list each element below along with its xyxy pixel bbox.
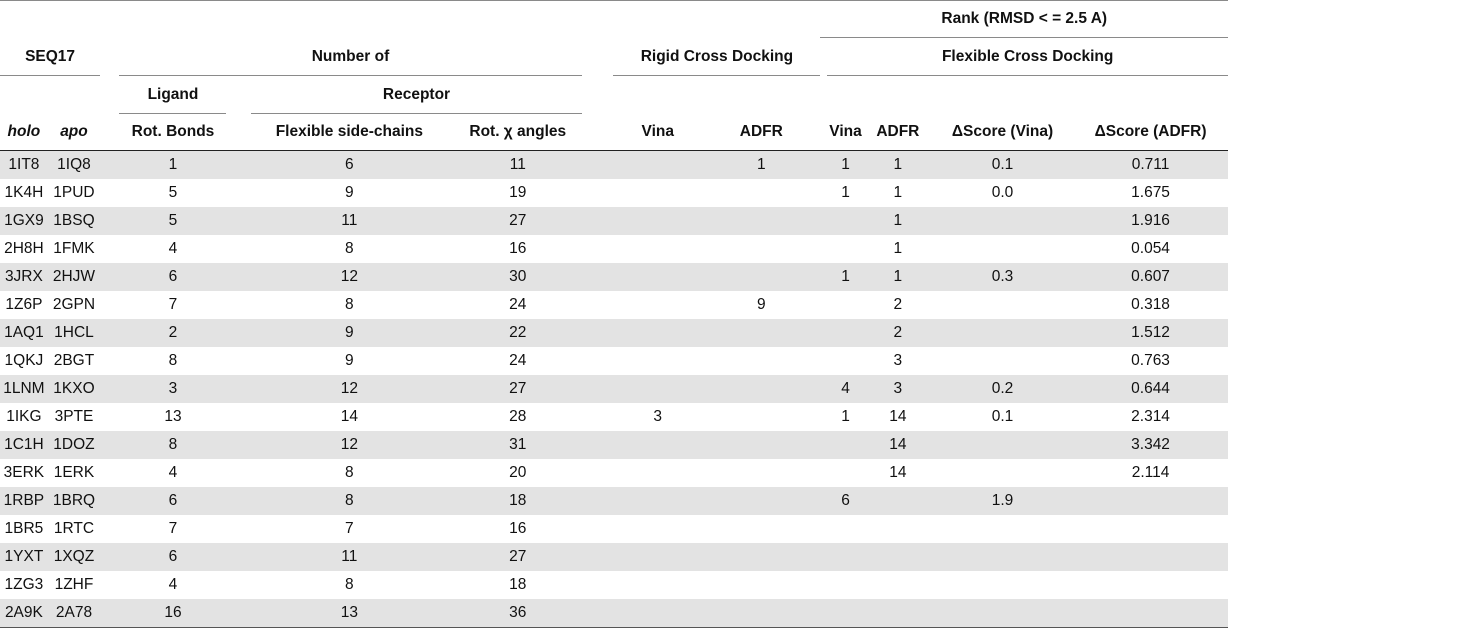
cell-rot-bonds: 13 — [164, 408, 182, 425]
cell-rigid-adfr — [702, 599, 820, 628]
cell-rot-chi-angles: 18 — [454, 487, 581, 515]
table-row — [0, 179, 1228, 207]
cell-flex-adfr: 2 — [893, 296, 903, 313]
receptor-header: Receptor — [251, 77, 581, 114]
cell-rot-bonds: 6 — [119, 263, 226, 291]
cell-dscore-adfr: 0.054 — [1131, 240, 1170, 257]
cell-rigid-adfr — [702, 487, 820, 515]
cell-dscore-adfr: 0.763 — [1131, 352, 1170, 369]
cell-flex-vina — [827, 319, 863, 347]
cell-flex-vina — [827, 291, 863, 319]
cell-apo: 1BRQ — [48, 487, 100, 515]
cell-dscore-adfr — [1073, 571, 1228, 599]
cell-rot-bonds: 4 — [168, 576, 178, 593]
cell-rigid-vina — [613, 347, 702, 375]
cell-flex-adfr — [864, 543, 932, 571]
table-row — [0, 235, 1228, 263]
cell-flexible-side-chains: 11 — [251, 207, 447, 235]
cell-flex-adfr: 1 — [864, 263, 932, 291]
table-body — [0, 151, 1228, 628]
cell-rigid-vina — [613, 431, 702, 459]
col-apo: apo — [48, 114, 100, 151]
cell-dscore-adfr: 0.607 — [1073, 263, 1228, 291]
col-holo: holo — [0, 114, 48, 151]
cell-apo: 1BSQ — [48, 207, 100, 235]
cell-rot-chi-angles: 36 — [454, 599, 581, 628]
cell-rigid-vina — [613, 515, 702, 543]
col-rot-chi-angles: Rot. χ angles — [454, 114, 581, 151]
cell-holo: 1ZG3 — [4, 576, 44, 593]
cell-flex-vina — [827, 347, 863, 375]
cell-rot-chi-angles: 27 — [454, 375, 581, 403]
cell-apo: 1ERK — [53, 464, 95, 481]
cell-flexible-side-chains: 9 — [345, 184, 354, 201]
cell-rigid-vina — [613, 235, 702, 263]
cell-flexible-side-chains: 8 — [345, 576, 354, 593]
cell-rigid-adfr — [702, 375, 820, 403]
cell-flex-adfr — [864, 487, 932, 515]
cell-flexible-side-chains: 9 — [345, 352, 354, 369]
seq17-header: SEQ17 — [0, 39, 100, 76]
cell-flex-adfr: 3 — [864, 375, 932, 403]
cell-flex-adfr — [864, 571, 932, 599]
cell-flex-vina: 1 — [827, 151, 863, 180]
cell-dscore-adfr — [1073, 487, 1228, 515]
cell-dscore-adfr: 1.675 — [1131, 184, 1170, 201]
col-dscore-adfr: ΔScore (ADFR) — [1073, 114, 1228, 151]
cell-rot-chi-angles: 24 — [509, 352, 527, 369]
cell-rot-bonds: 5 — [119, 207, 226, 235]
cell-rot-chi-angles: 16 — [509, 520, 527, 537]
cell-apo: 2HJW — [48, 263, 100, 291]
rank-header: Rank (RMSD < = 2.5 A) — [820, 1, 1228, 38]
cell-apo: 1ZHF — [54, 576, 94, 593]
cell-flex-adfr: 14 — [889, 464, 907, 481]
cell-flexible-side-chains: 6 — [251, 151, 447, 180]
cell-flexible-side-chains: 12 — [251, 431, 447, 459]
cell-rigid-adfr — [702, 459, 820, 487]
header-row-rank — [0, 1, 1228, 39]
cell-dscore-adfr: 0.318 — [1131, 296, 1170, 313]
col-flex-adfr: ADFR — [864, 114, 932, 151]
cell-rigid-adfr — [702, 235, 820, 263]
cell-rot-chi-angles: 22 — [454, 319, 581, 347]
table-row — [0, 459, 1228, 487]
cell-rigid-adfr — [702, 543, 820, 571]
table-row — [0, 515, 1228, 543]
cell-flex-adfr: 1 — [864, 207, 932, 235]
cell-dscore-vina — [932, 459, 1073, 487]
header-row-groups — [0, 38, 1228, 76]
col-rigid-adfr: ADFR — [702, 114, 820, 151]
cell-rot-bonds: 6 — [119, 487, 226, 515]
cell-flexible-side-chains: 8 — [251, 487, 447, 515]
cell-holo: 1YXT — [0, 543, 48, 571]
cell-flexible-side-chains: 12 — [251, 263, 447, 291]
cell-dscore-adfr: 3.342 — [1073, 431, 1228, 459]
cell-flex-vina: 6 — [827, 487, 863, 515]
cell-flex-vina: 1 — [841, 184, 850, 201]
cell-flex-vina: 1 — [841, 408, 850, 425]
cell-rigid-adfr — [702, 571, 820, 599]
cell-holo: 1LNM — [0, 375, 48, 403]
cell-flexible-side-chains: 12 — [251, 375, 447, 403]
cell-rot-bonds: 4 — [168, 464, 178, 481]
cell-rigid-adfr — [702, 319, 820, 347]
cell-rot-chi-angles: 16 — [509, 240, 527, 257]
cell-apo: 1HCL — [48, 319, 100, 347]
flexible-cross-docking-header: Flexible Cross Docking — [827, 39, 1228, 76]
table-row — [0, 431, 1228, 459]
col-rot-bonds: Rot. Bonds — [119, 114, 226, 151]
cell-dscore-vina — [932, 319, 1073, 347]
cell-flex-vina — [827, 235, 863, 263]
cell-dscore-vina: 0.1 — [932, 151, 1073, 180]
cell-holo: 1QKJ — [4, 352, 44, 369]
cell-apo: 1XQZ — [48, 543, 100, 571]
cell-rot-chi-angles: 18 — [509, 576, 527, 593]
cell-flexible-side-chains: 8 — [345, 296, 354, 313]
cell-rot-chi-angles: 27 — [454, 207, 581, 235]
cell-rot-bonds: 3 — [119, 375, 226, 403]
table-row — [0, 151, 1228, 180]
rigid-cross-docking-header: Rigid Cross Docking — [613, 39, 820, 76]
cell-flex-adfr — [864, 515, 932, 543]
cell-apo: 2GPN — [52, 296, 96, 313]
cell-flex-vina — [827, 543, 863, 571]
table-row — [0, 403, 1228, 431]
cell-apo: 2BGT — [53, 352, 95, 369]
cell-apo: 1FMK — [53, 240, 95, 257]
cell-dscore-vina: 0.0 — [991, 184, 1014, 201]
cell-holo: 1GX9 — [0, 207, 48, 235]
cell-rot-chi-angles: 20 — [509, 464, 527, 481]
cell-dscore-vina — [932, 235, 1073, 263]
cell-dscore-adfr: 0.644 — [1073, 375, 1228, 403]
table-row — [0, 599, 1228, 628]
table-row — [0, 543, 1228, 571]
cell-rot-bonds: 7 — [168, 296, 178, 313]
cell-rot-chi-angles: 19 — [509, 184, 527, 201]
table-row — [0, 291, 1228, 319]
cell-holo: 3JRX — [0, 263, 48, 291]
table-row — [0, 571, 1228, 599]
cell-dscore-vina — [932, 571, 1073, 599]
cell-rigid-vina — [613, 207, 702, 235]
cell-rigid-vina — [613, 151, 702, 180]
cell-rigid-adfr — [702, 403, 820, 431]
cell-dscore-vina — [932, 347, 1073, 375]
cell-rigid-vina — [613, 375, 702, 403]
cell-rigid-vina — [613, 487, 702, 515]
cell-flex-adfr: 3 — [893, 352, 903, 369]
cell-rigid-vina — [613, 459, 702, 487]
cell-rot-bonds: 8 — [168, 352, 178, 369]
cell-flex-adfr: 14 — [864, 431, 932, 459]
cell-dscore-vina: 0.3 — [932, 263, 1073, 291]
cell-flexible-side-chains: 9 — [251, 319, 447, 347]
cell-dscore-adfr: 1.512 — [1073, 319, 1228, 347]
cell-dscore-vina: 1.9 — [932, 487, 1073, 515]
cell-flexible-side-chains: 11 — [251, 543, 447, 571]
cell-rigid-vina — [613, 263, 702, 291]
cell-dscore-vina — [932, 207, 1073, 235]
cell-dscore-vina — [932, 599, 1073, 628]
cell-holo: 1IT8 — [0, 151, 48, 180]
table-row — [0, 347, 1228, 375]
cell-holo: 1Z6P — [5, 296, 43, 313]
cell-dscore-adfr: 0.711 — [1073, 151, 1228, 180]
header-row-columns — [0, 114, 1228, 151]
cell-rigid-adfr — [702, 515, 820, 543]
cell-rot-bonds: 1 — [119, 151, 226, 180]
table-row — [0, 319, 1228, 347]
cell-rigid-adfr — [702, 263, 820, 291]
cell-dscore-vina — [932, 515, 1073, 543]
cell-rigid-vina: 3 — [653, 408, 663, 425]
cell-rigid-adfr: 1 — [702, 151, 820, 180]
cell-flex-adfr: 14 — [889, 408, 907, 425]
cell-rigid-vina — [613, 571, 702, 599]
table-row — [0, 487, 1228, 515]
cell-dscore-adfr: 2.314 — [1131, 408, 1170, 425]
cell-rot-bonds: 6 — [119, 543, 226, 571]
cell-dscore-adfr: 2.114 — [1131, 464, 1170, 481]
cell-rot-bonds: 4 — [168, 240, 178, 257]
cell-flex-vina — [827, 459, 863, 487]
cell-dscore-vina: 0.1 — [991, 408, 1014, 425]
cell-holo: 1BR5 — [4, 520, 44, 537]
cell-flex-adfr: 2 — [864, 319, 932, 347]
cell-dscore-vina — [932, 291, 1073, 319]
cell-rot-chi-angles: 30 — [454, 263, 581, 291]
col-flexible-side-chains: Flexible side-chains — [251, 114, 447, 151]
cell-flex-adfr: 1 — [893, 184, 903, 201]
cell-rot-chi-angles: 28 — [509, 408, 527, 425]
cell-rigid-adfr — [702, 431, 820, 459]
cell-holo: 1AQ1 — [0, 319, 48, 347]
cell-dscore-adfr — [1073, 543, 1228, 571]
cell-holo: 1RBP — [0, 487, 48, 515]
cell-holo: 1K4H — [4, 184, 44, 201]
cell-flex-adfr: 1 — [893, 240, 903, 257]
header-row-subgroups — [0, 76, 1228, 114]
table-row — [0, 375, 1228, 403]
cell-rot-chi-angles: 24 — [509, 296, 527, 313]
cell-dscore-vina: 0.2 — [932, 375, 1073, 403]
cell-flex-vina — [827, 515, 863, 543]
ligand-header: Ligand — [119, 77, 226, 114]
cell-rigid-vina — [613, 291, 702, 319]
cell-rot-bonds: 2 — [119, 319, 226, 347]
cell-apo: 1KXO — [48, 375, 100, 403]
cell-dscore-vina — [932, 431, 1073, 459]
cell-apo: 1RTC — [53, 520, 95, 537]
cell-rigid-adfr — [702, 347, 820, 375]
cell-dscore-adfr — [1073, 515, 1228, 543]
col-dscore-vina: ΔScore (Vina) — [932, 114, 1073, 151]
cell-flex-adfr: 1 — [864, 151, 932, 180]
cell-rot-bonds: 16 — [119, 599, 226, 628]
cell-dscore-adfr: 1.916 — [1073, 207, 1228, 235]
cell-rigid-adfr — [702, 179, 820, 207]
cell-rigid-vina — [613, 543, 702, 571]
cell-holo: 1IKG — [6, 408, 42, 425]
cell-flex-vina — [827, 207, 863, 235]
cell-flexible-side-chains: 8 — [345, 464, 354, 481]
cell-flex-vina: 1 — [827, 263, 863, 291]
cell-holo: 2H8H — [4, 240, 44, 257]
table-row — [0, 263, 1228, 291]
cell-flex-vina — [827, 599, 863, 628]
cell-flex-vina — [827, 431, 863, 459]
cell-flexible-side-chains: 14 — [340, 408, 358, 425]
cell-dscore-adfr — [1073, 599, 1228, 628]
cell-dscore-vina — [932, 543, 1073, 571]
table-row — [0, 207, 1228, 235]
cell-rot-bonds: 5 — [168, 184, 178, 201]
cell-apo: 2A78 — [48, 599, 100, 628]
cell-apo: 3PTE — [54, 408, 94, 425]
cell-rot-chi-angles: 27 — [454, 543, 581, 571]
cell-rot-chi-angles: 11 — [454, 151, 581, 180]
cell-flexible-side-chains: 13 — [251, 599, 447, 628]
cell-flexible-side-chains: 8 — [345, 240, 354, 257]
cell-apo: 1PUD — [53, 184, 95, 201]
cell-rot-chi-angles: 31 — [454, 431, 581, 459]
cell-rot-bonds: 8 — [119, 431, 226, 459]
cell-flex-adfr — [864, 599, 932, 628]
cell-apo: 1DOZ — [48, 431, 100, 459]
cell-rigid-vina — [613, 319, 702, 347]
cell-rot-bonds: 7 — [168, 520, 178, 537]
cell-apo: 1IQ8 — [48, 151, 100, 180]
cell-rigid-adfr — [702, 207, 820, 235]
cell-flex-vina: 4 — [827, 375, 863, 403]
cell-flex-vina — [827, 571, 863, 599]
cell-holo: 2A9K — [0, 599, 48, 628]
cell-holo: 3ERK — [3, 464, 45, 481]
col-rigid-vina: Vina — [613, 114, 702, 151]
cell-rigid-vina — [613, 179, 702, 207]
cell-rigid-adfr: 9 — [756, 296, 766, 313]
number-of-header: Number of — [119, 39, 581, 76]
cell-flexible-side-chains: 7 — [345, 520, 354, 537]
cell-rigid-vina — [613, 599, 702, 628]
cell-holo: 1C1H — [0, 431, 48, 459]
col-flex-vina: Vina — [827, 114, 863, 151]
